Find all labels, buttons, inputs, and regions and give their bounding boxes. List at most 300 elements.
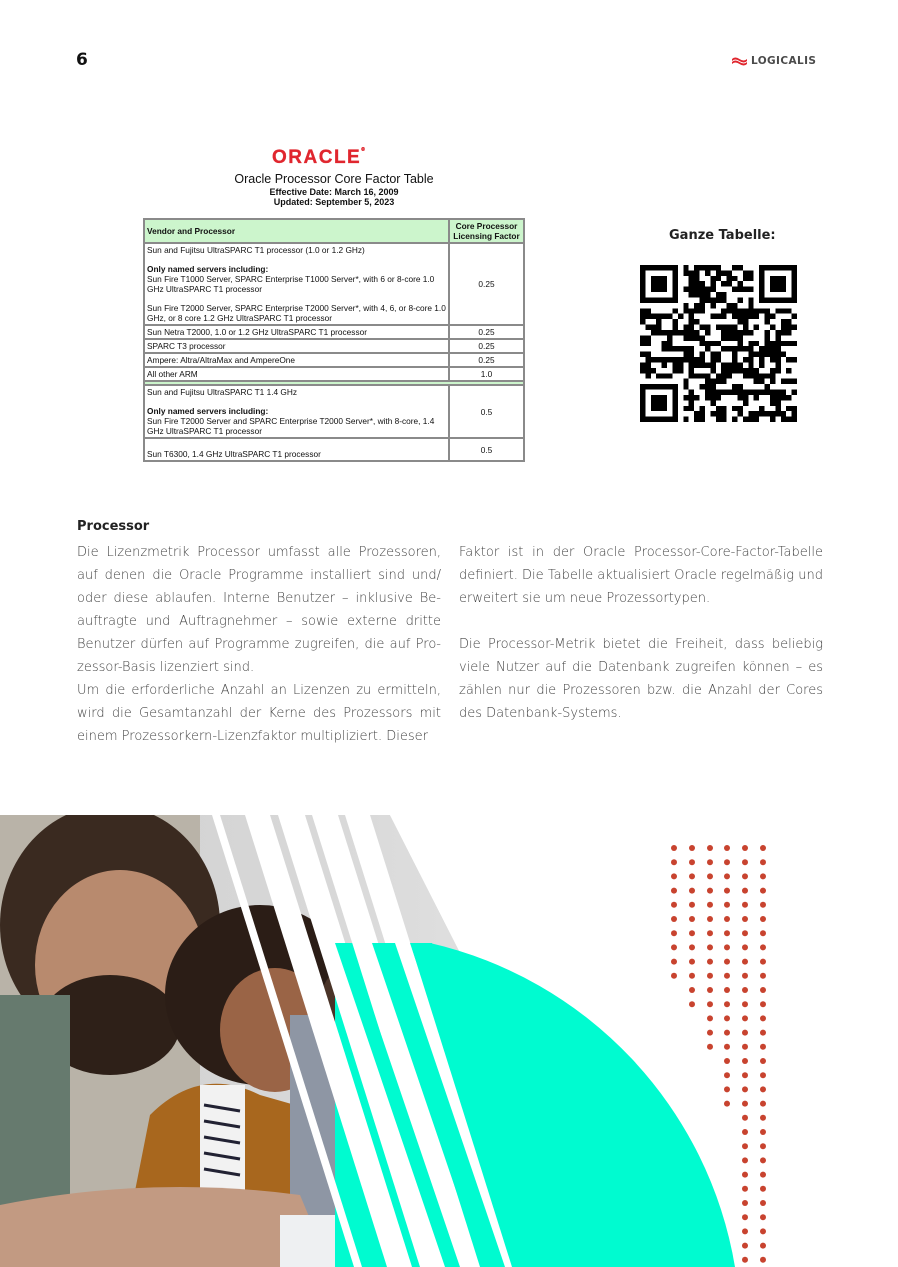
table-row bbox=[144, 367, 524, 381]
red-dot bbox=[760, 1086, 766, 1092]
qr-module bbox=[765, 308, 770, 313]
processor-text: Sun Fire T1000 Server, SPARC Enterprise T1000 Server*, with 6 or 8-core 1.0 GHz UltraSPARC T1 processor bbox=[147, 274, 435, 294]
qr-module bbox=[700, 411, 705, 416]
qr-module bbox=[672, 362, 677, 367]
qr-module bbox=[775, 346, 780, 351]
qr-module bbox=[721, 335, 726, 340]
red-dot bbox=[760, 930, 766, 936]
qr-module bbox=[710, 297, 715, 302]
qr-module bbox=[640, 341, 645, 346]
red-dot bbox=[760, 1243, 766, 1249]
qr-module bbox=[678, 357, 683, 362]
logicalis-logo bbox=[731, 55, 816, 67]
red-dot bbox=[724, 888, 730, 894]
qr-module bbox=[743, 357, 748, 362]
qr-module bbox=[743, 319, 748, 324]
qr-module bbox=[662, 341, 667, 346]
qr-module bbox=[700, 303, 705, 308]
qr-module bbox=[716, 276, 721, 281]
qr-module bbox=[683, 352, 688, 357]
red-dot bbox=[760, 1214, 766, 1220]
red-dot bbox=[689, 959, 695, 965]
red-dot bbox=[707, 987, 713, 993]
licensing-factor-cell: 0.5 bbox=[449, 438, 524, 461]
processor-cell bbox=[144, 367, 449, 381]
licensing-factor-cell: 1.0 bbox=[449, 367, 524, 381]
red-dot bbox=[742, 1143, 748, 1149]
qr-module bbox=[781, 379, 786, 384]
qr-module bbox=[640, 314, 645, 319]
qr-module bbox=[645, 325, 650, 330]
red-dot bbox=[742, 930, 748, 936]
red-dot bbox=[689, 859, 695, 865]
processor-text: Sun Netra T2000, 1.0 or 1.2 GHz UltraSPARC T1 processor bbox=[147, 327, 367, 337]
qr-module bbox=[748, 362, 753, 367]
red-dot bbox=[760, 959, 766, 965]
qr-module bbox=[689, 352, 694, 357]
qr-module bbox=[672, 319, 677, 324]
qr-module bbox=[754, 341, 759, 346]
qr-module bbox=[754, 325, 759, 330]
qr-module bbox=[727, 325, 732, 330]
qr-module bbox=[775, 406, 780, 411]
qr-module bbox=[748, 390, 753, 395]
qr-module bbox=[694, 303, 699, 308]
qr-module bbox=[700, 325, 705, 330]
qr-module bbox=[748, 352, 753, 357]
red-dot bbox=[742, 1072, 748, 1078]
red-dot bbox=[742, 944, 748, 950]
red-dot bbox=[724, 916, 730, 922]
qr-module bbox=[792, 357, 797, 362]
qr-module bbox=[667, 346, 672, 351]
qr-module bbox=[743, 314, 748, 319]
qr-module bbox=[754, 417, 759, 422]
red-dot bbox=[760, 859, 766, 865]
qr-module bbox=[678, 314, 683, 319]
red-dot bbox=[707, 944, 713, 950]
qr-module bbox=[759, 362, 764, 367]
red-dot bbox=[707, 888, 713, 894]
qr-module bbox=[732, 265, 737, 270]
qr-finder bbox=[770, 276, 786, 292]
qr-module bbox=[727, 330, 732, 335]
qr-module bbox=[759, 379, 764, 384]
qr-module bbox=[700, 352, 705, 357]
qr-module bbox=[689, 368, 694, 373]
licensing-factor-cell: 0.25 bbox=[449, 353, 524, 367]
qr-module bbox=[721, 417, 726, 422]
qr-module bbox=[775, 368, 780, 373]
processor-text: Only named servers including: bbox=[147, 264, 269, 274]
qr-module bbox=[748, 287, 753, 292]
qr-module bbox=[732, 335, 737, 340]
qr-module bbox=[748, 341, 753, 346]
red-dot bbox=[689, 873, 695, 879]
qr-module bbox=[656, 330, 661, 335]
qr-module bbox=[662, 357, 667, 362]
red-dot bbox=[742, 873, 748, 879]
qr-module bbox=[716, 411, 721, 416]
qr-module bbox=[710, 368, 715, 373]
qr-module bbox=[683, 308, 688, 313]
qr-module bbox=[710, 303, 715, 308]
qr-module bbox=[689, 325, 694, 330]
qr-module bbox=[689, 373, 694, 378]
qr-module bbox=[743, 308, 748, 313]
qr-module bbox=[786, 417, 791, 422]
qr-module bbox=[672, 357, 677, 362]
qr-module bbox=[705, 287, 710, 292]
qr-module bbox=[683, 335, 688, 340]
qr-module bbox=[672, 308, 677, 313]
qr-module bbox=[737, 368, 742, 373]
red-dot bbox=[707, 859, 713, 865]
red-dot bbox=[724, 859, 730, 865]
table-row bbox=[144, 353, 524, 367]
qr-module bbox=[683, 265, 688, 270]
qr-module bbox=[694, 411, 699, 416]
qr-module bbox=[667, 357, 672, 362]
qr-module bbox=[716, 314, 721, 319]
red-dot bbox=[724, 845, 730, 851]
red-dot bbox=[724, 1101, 730, 1107]
qr-module bbox=[689, 276, 694, 281]
qr-module bbox=[792, 325, 797, 330]
qr-module bbox=[651, 314, 656, 319]
spacer bbox=[147, 255, 446, 264]
column-header-factor: Core Processor Licensing Factor bbox=[449, 219, 524, 243]
qr-module bbox=[781, 308, 786, 313]
qr-module bbox=[710, 411, 715, 416]
red-dot bbox=[671, 916, 677, 922]
qr-module bbox=[700, 308, 705, 313]
qr-module bbox=[727, 335, 732, 340]
qr-module bbox=[781, 341, 786, 346]
qr-module bbox=[786, 379, 791, 384]
qr-module bbox=[683, 325, 688, 330]
qr-module bbox=[689, 335, 694, 340]
qr-module bbox=[705, 384, 710, 389]
red-dot bbox=[742, 845, 748, 851]
qr-module bbox=[770, 400, 775, 405]
qr-module bbox=[737, 335, 742, 340]
qr-module bbox=[667, 341, 672, 346]
qr-module bbox=[754, 395, 759, 400]
qr-module bbox=[710, 400, 715, 405]
qr-module bbox=[656, 314, 661, 319]
qr-module bbox=[732, 325, 737, 330]
qr-module bbox=[721, 314, 726, 319]
qr-module bbox=[754, 368, 759, 373]
processor-cell bbox=[144, 385, 449, 438]
qr-module bbox=[786, 319, 791, 324]
qr-module bbox=[732, 276, 737, 281]
red-dot bbox=[760, 1200, 766, 1206]
qr-module bbox=[732, 346, 737, 351]
qr-module bbox=[689, 270, 694, 275]
qr-module bbox=[765, 335, 770, 340]
processor-cell bbox=[144, 243, 449, 325]
red-dot bbox=[724, 1072, 730, 1078]
qr-module bbox=[759, 357, 764, 362]
qr-module bbox=[748, 411, 753, 416]
spacer bbox=[147, 397, 446, 406]
qr-module bbox=[732, 390, 737, 395]
red-dot bbox=[742, 973, 748, 979]
red-dot bbox=[760, 1072, 766, 1078]
red-dot bbox=[724, 1044, 730, 1050]
qr-module bbox=[770, 357, 775, 362]
red-dot bbox=[742, 1086, 748, 1092]
red-dot bbox=[671, 944, 677, 950]
red-dot bbox=[742, 1157, 748, 1163]
qr-module bbox=[754, 390, 759, 395]
qr-module bbox=[700, 341, 705, 346]
qr-module bbox=[700, 287, 705, 292]
qr-module bbox=[727, 362, 732, 367]
qr-module bbox=[683, 270, 688, 275]
qr-module bbox=[759, 390, 764, 395]
qr-module bbox=[694, 373, 699, 378]
red-dot bbox=[707, 873, 713, 879]
qr-module bbox=[770, 373, 775, 378]
qr-module bbox=[737, 346, 742, 351]
red-dot bbox=[671, 930, 677, 936]
qr-module bbox=[700, 297, 705, 302]
qr-module bbox=[710, 384, 715, 389]
qr-module bbox=[710, 357, 715, 362]
red-dot bbox=[724, 930, 730, 936]
qr-module bbox=[689, 330, 694, 335]
qr-module bbox=[705, 270, 710, 275]
qr-module bbox=[721, 373, 726, 378]
qr-module bbox=[705, 325, 710, 330]
qr-module bbox=[743, 417, 748, 422]
red-dot bbox=[724, 1015, 730, 1021]
qr-module bbox=[716, 373, 721, 378]
qr-code[interactable] bbox=[640, 265, 797, 422]
qr-module bbox=[737, 308, 742, 313]
qr-label: Ganze Tabelle: bbox=[669, 228, 776, 243]
qr-module bbox=[700, 335, 705, 340]
red-dot bbox=[724, 1086, 730, 1092]
qr-module bbox=[786, 395, 791, 400]
qr-module bbox=[672, 368, 677, 373]
qr-module bbox=[743, 390, 748, 395]
qr-module bbox=[689, 395, 694, 400]
red-dot bbox=[742, 1214, 748, 1220]
qr-module bbox=[645, 368, 650, 373]
qr-module bbox=[689, 314, 694, 319]
qr-module bbox=[781, 417, 786, 422]
qr-module bbox=[786, 406, 791, 411]
qr-module bbox=[786, 357, 791, 362]
effective-date: Effective Date: March 16, 2009 bbox=[269, 187, 399, 197]
qr-module bbox=[737, 362, 742, 367]
red-dot bbox=[724, 944, 730, 950]
qr-module bbox=[678, 368, 683, 373]
processor-text: All other ARM bbox=[147, 369, 198, 379]
qr-module bbox=[770, 411, 775, 416]
qr-module bbox=[737, 265, 742, 270]
qr-module bbox=[721, 325, 726, 330]
qr-module bbox=[748, 357, 753, 362]
qr-module bbox=[700, 373, 705, 378]
qr-module bbox=[710, 395, 715, 400]
red-dot bbox=[707, 1044, 713, 1050]
qr-module bbox=[705, 373, 710, 378]
qr-module bbox=[694, 417, 699, 422]
qr-module bbox=[721, 362, 726, 367]
red-dot bbox=[760, 944, 766, 950]
red-dot bbox=[742, 1001, 748, 1007]
qr-module bbox=[754, 308, 759, 313]
section-heading: Processor bbox=[77, 519, 150, 534]
qr-module bbox=[683, 417, 688, 422]
qr-module bbox=[678, 330, 683, 335]
qr-finder bbox=[651, 395, 667, 411]
qr-module bbox=[683, 303, 688, 308]
red-dot bbox=[742, 888, 748, 894]
qr-module bbox=[781, 319, 786, 324]
qr-module bbox=[759, 406, 764, 411]
qr-module bbox=[689, 357, 694, 362]
qr-module bbox=[710, 352, 715, 357]
qr-module bbox=[732, 287, 737, 292]
qr-module bbox=[727, 281, 732, 286]
qr-module bbox=[662, 314, 667, 319]
red-dot bbox=[742, 902, 748, 908]
red-dot bbox=[742, 987, 748, 993]
qr-module bbox=[732, 330, 737, 335]
qr-module bbox=[721, 281, 726, 286]
qr-module bbox=[640, 368, 645, 373]
qr-module bbox=[754, 314, 759, 319]
red-dot bbox=[724, 1058, 730, 1064]
qr-module bbox=[656, 357, 661, 362]
qr-module bbox=[716, 325, 721, 330]
qr-module bbox=[716, 395, 721, 400]
red-dot bbox=[724, 987, 730, 993]
processor-text: Sun and Fujitsu UltraSPARC T1 processor (1.0 or 1.2 GHz) bbox=[147, 245, 365, 255]
qr-module bbox=[759, 308, 764, 313]
qr-module bbox=[743, 270, 748, 275]
qr-module bbox=[775, 357, 780, 362]
qr-module bbox=[645, 357, 650, 362]
qr-module bbox=[743, 395, 748, 400]
qr-module bbox=[754, 373, 759, 378]
red-dot bbox=[671, 902, 677, 908]
red-dot bbox=[760, 873, 766, 879]
qr-module bbox=[732, 352, 737, 357]
qr-module bbox=[721, 346, 726, 351]
red-dot bbox=[689, 902, 695, 908]
qr-module bbox=[700, 384, 705, 389]
qr-module bbox=[737, 395, 742, 400]
red-dot bbox=[742, 916, 748, 922]
qr-module bbox=[705, 265, 710, 270]
brand-name: LOGICALIS bbox=[751, 55, 817, 67]
qr-module bbox=[770, 390, 775, 395]
qr-module bbox=[694, 265, 699, 270]
qr-module bbox=[743, 330, 748, 335]
qr-module bbox=[727, 270, 732, 275]
qr-module bbox=[640, 308, 645, 313]
red-dot bbox=[742, 859, 748, 865]
licensing-factor-cell: 0.25 bbox=[449, 243, 524, 325]
qr-module bbox=[656, 373, 661, 378]
qr-module bbox=[651, 325, 656, 330]
paragraph: Die Processor-Metrik bietet die Freiheit, dass beliebig viele Nutzer auf die Datenbank zugreifen können – es zählen nur die Prozessoren bzw. die Anzahl der Cores des Datenbank-Systems. bbox=[459, 637, 823, 721]
red-dot bbox=[689, 930, 695, 936]
qr-module bbox=[732, 368, 737, 373]
qr-module bbox=[700, 362, 705, 367]
qr-module bbox=[792, 341, 797, 346]
qr-module bbox=[689, 406, 694, 411]
qr-module bbox=[775, 308, 780, 313]
qr-module bbox=[716, 341, 721, 346]
qr-module bbox=[689, 400, 694, 405]
red-dot bbox=[742, 1129, 748, 1135]
red-dot bbox=[742, 1044, 748, 1050]
qr-module bbox=[716, 417, 721, 422]
qr-module bbox=[775, 411, 780, 416]
qr-module bbox=[759, 411, 764, 416]
red-dot bbox=[671, 973, 677, 979]
qr-module bbox=[689, 292, 694, 297]
processor-text: Sun Fire T2000 Server, SPARC Enterprise T2000 Server*, with 4, 6, or 8-core 1.0 GHz, or 8 core 1.2 GHz UltraSPARC T1 processor bbox=[147, 303, 446, 323]
qr-module bbox=[748, 330, 753, 335]
red-dot bbox=[724, 959, 730, 965]
qr-module bbox=[645, 335, 650, 340]
qr-module bbox=[645, 373, 650, 378]
qr-module bbox=[732, 303, 737, 308]
article-column-right bbox=[459, 541, 823, 725]
paragraph: Faktor ist in der Oracle Processor-Core-Factor-Tabelle definiert. Die Tabelle aktualisiert Oracle regelmäßig und erweitert sie um neue Prozessortypen. bbox=[459, 545, 823, 606]
processor-text: Sun T6300, 1.4 GHz UltraSPARC T1 processor bbox=[147, 449, 321, 459]
red-dot bbox=[671, 845, 677, 851]
logicalis-mark-icon bbox=[731, 56, 748, 66]
qr-module bbox=[721, 379, 726, 384]
qr-module bbox=[662, 362, 667, 367]
qr-module bbox=[716, 270, 721, 275]
qr-module bbox=[781, 352, 786, 357]
red-dot bbox=[689, 845, 695, 851]
qr-module bbox=[732, 314, 737, 319]
red-dot bbox=[707, 1030, 713, 1036]
qr-module bbox=[721, 411, 726, 416]
qr-module bbox=[689, 287, 694, 292]
qr-module bbox=[727, 346, 732, 351]
qr-module bbox=[662, 373, 667, 378]
qr-module bbox=[737, 314, 742, 319]
qr-module bbox=[754, 411, 759, 416]
red-dot bbox=[689, 888, 695, 894]
qr-module bbox=[700, 417, 705, 422]
qr-module bbox=[645, 308, 650, 313]
oracle-logo bbox=[272, 147, 365, 169]
qr-module bbox=[645, 362, 650, 367]
qr-module bbox=[710, 390, 715, 395]
qr-module bbox=[672, 346, 677, 351]
qr-module bbox=[694, 292, 699, 297]
qr-module bbox=[781, 330, 786, 335]
qr-module bbox=[694, 362, 699, 367]
red-dot bbox=[742, 1015, 748, 1021]
qr-module bbox=[765, 319, 770, 324]
qr-module bbox=[710, 281, 715, 286]
